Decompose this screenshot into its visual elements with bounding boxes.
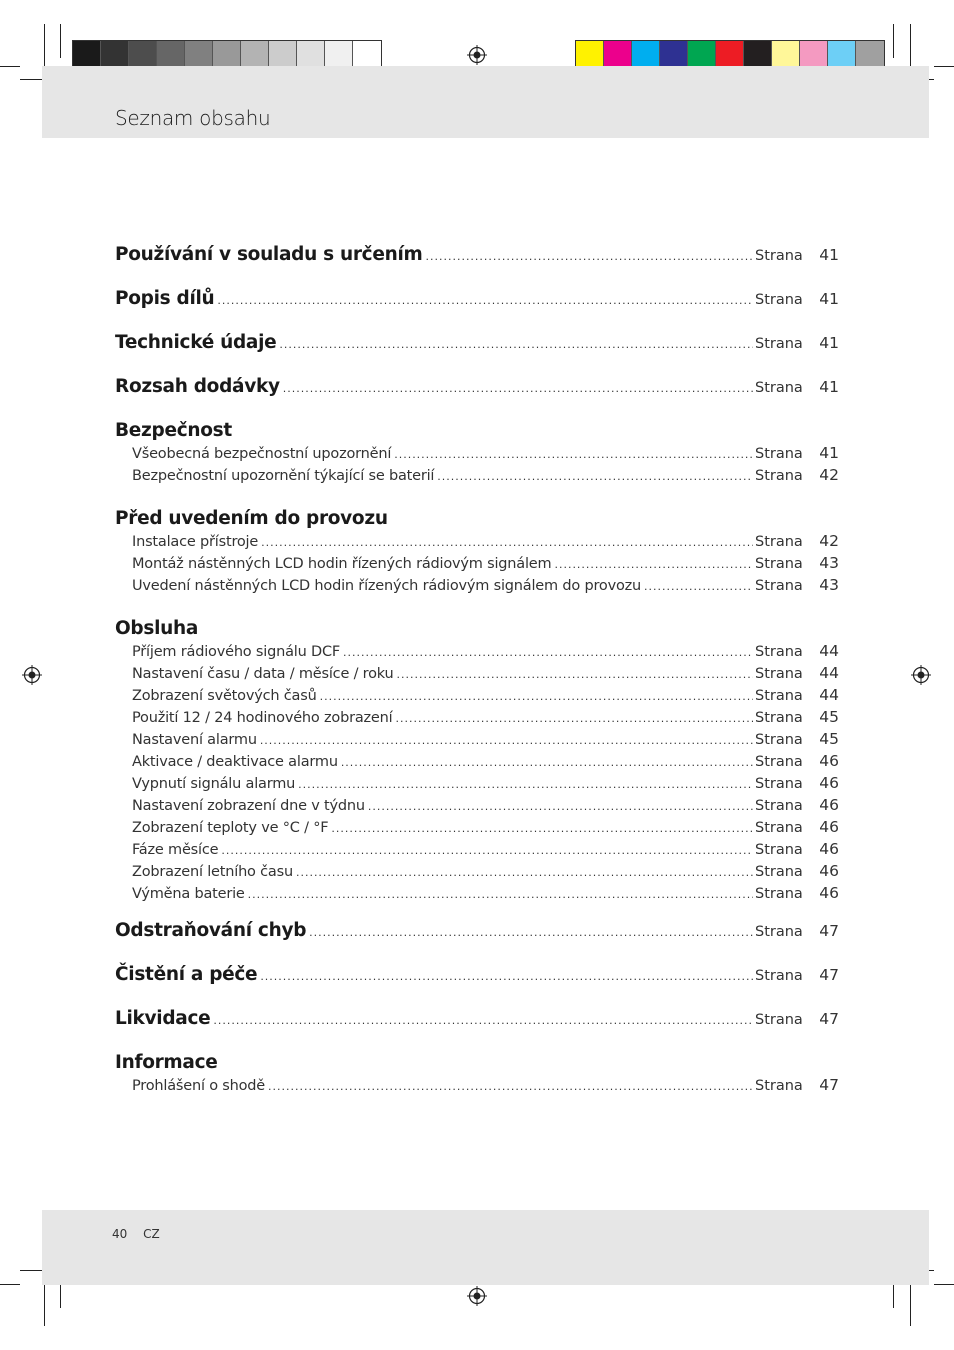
page-number: 46	[819, 752, 839, 770]
page-label: Strana	[755, 556, 803, 572]
toc-subentry-title: Nastavení času / data / měsíce / roku	[132, 666, 394, 682]
dot-leader	[283, 382, 753, 395]
crop-mark	[910, 1284, 911, 1326]
toc-entry[interactable]	[115, 244, 839, 288]
color-swatch	[325, 41, 353, 69]
page-label: Strana	[755, 666, 803, 682]
page-label: Strana	[755, 644, 803, 660]
toc-subentry-title: Výměna baterie	[132, 886, 245, 902]
page-number: 47	[819, 966, 839, 984]
page-title: Seznam obsahu	[115, 106, 271, 130]
color-swatch	[632, 41, 660, 69]
crop-mark	[893, 1284, 894, 1308]
toc-entry[interactable]	[115, 1008, 839, 1052]
toc-subentry-title: Nastavení zobrazení dne v týdnu	[132, 798, 365, 814]
page-label: Strana	[755, 336, 803, 352]
page-label: Strana	[755, 688, 803, 704]
dot-leader	[309, 926, 753, 939]
toc-section-heading	[115, 508, 839, 532]
page-number: 43	[819, 576, 839, 594]
toc-subentry[interactable]	[115, 818, 839, 840]
toc-subentry[interactable]	[115, 466, 839, 488]
page-label: Strana	[755, 968, 803, 984]
toc-subentry-title: Instalace přístroje	[132, 534, 259, 550]
color-swatch	[660, 41, 688, 69]
page-number: 46	[819, 840, 839, 858]
color-swatch	[744, 41, 772, 69]
dot-leader	[554, 558, 753, 571]
registration-mark-icon	[22, 665, 42, 685]
page-label: Strana	[755, 578, 803, 594]
page-label: Strana	[755, 842, 803, 858]
dot-leader	[437, 470, 753, 483]
toc-subentry-title: Aktivace / deaktivace alarmu	[132, 754, 338, 770]
toc-subentry[interactable]	[115, 444, 839, 466]
toc-subentry[interactable]	[115, 532, 839, 554]
section-title: Obsluha	[115, 618, 199, 639]
page-number: 45	[819, 708, 839, 726]
crop-mark	[934, 1284, 954, 1285]
dot-leader	[213, 1014, 753, 1027]
crop-mark	[934, 66, 954, 67]
page-number: 44	[819, 664, 839, 682]
dot-leader	[221, 844, 753, 857]
page-number: 44	[819, 642, 839, 660]
page-label: Strana	[755, 292, 803, 308]
page-label: Strana	[755, 1078, 803, 1094]
toc-subentry-title: Bezpečnostní upozornění týkající se baterií	[132, 468, 435, 484]
crop-mark	[60, 1284, 61, 1308]
toc-subentry[interactable]	[115, 730, 839, 752]
toc-subentry-title: Uvedení nástěnných LCD hodin řízených rádiovým signálem do provozu	[132, 578, 642, 594]
toc-subentry[interactable]	[115, 708, 839, 730]
dot-leader	[343, 646, 753, 659]
toc-subentry-title: Prohlášení o shodě	[132, 1078, 266, 1094]
toc-entry-title: Technické údaje	[115, 332, 277, 353]
dot-leader	[341, 756, 753, 769]
toc-entry-title: Odstraňování chyb	[115, 920, 307, 941]
crop-mark	[44, 1284, 45, 1326]
toc-subentry-title: Příjem rádiového signálu DCF	[132, 644, 341, 660]
toc-subentry-title: Nastavení alarmu	[132, 732, 257, 748]
toc-subentry-title: Fáze měsíce	[132, 842, 219, 858]
toc-subentry[interactable]	[115, 884, 839, 906]
toc-entry[interactable]	[115, 964, 839, 1008]
color-swatch	[157, 41, 185, 69]
toc-subentry[interactable]	[115, 576, 839, 598]
page-number: 41	[819, 444, 839, 462]
toc-subentry[interactable]	[115, 1076, 839, 1098]
page-label: Strana	[755, 710, 803, 726]
dot-leader	[279, 338, 753, 351]
registration-mark-icon	[467, 45, 487, 65]
toc-subentry[interactable]	[115, 796, 839, 818]
toc-section-pred-uvedenim	[115, 508, 839, 598]
color-swatch	[269, 41, 297, 69]
page-number: 41	[819, 246, 839, 264]
table-of-contents	[115, 244, 839, 1118]
registration-mark-icon	[467, 1286, 487, 1306]
toc-entry-title: Čistění a péče	[115, 964, 258, 985]
page-label: Strana	[755, 1012, 803, 1028]
dot-leader	[261, 536, 753, 549]
crop-mark	[44, 24, 45, 66]
page-number: 41	[819, 334, 839, 352]
color-swatch	[688, 41, 716, 69]
toc-entry[interactable]	[115, 288, 839, 332]
toc-entry-title: Popis dílů	[115, 288, 215, 309]
page-label: Strana	[755, 776, 803, 792]
toc-subentry-title: Zobrazení teploty ve °C / °F	[132, 820, 329, 836]
dot-leader	[217, 294, 753, 307]
color-swatch	[213, 41, 241, 69]
page-label: Strana	[755, 820, 803, 836]
toc-subentry[interactable]	[115, 664, 839, 686]
toc-section-heading	[115, 618, 839, 642]
page-number: 47	[819, 1010, 839, 1028]
toc-entry[interactable]	[115, 920, 839, 964]
toc-subentry-title: Použití 12 / 24 hodinového zobrazení	[132, 710, 393, 726]
page-label: Strana	[755, 864, 803, 880]
toc-subentry[interactable]	[115, 774, 839, 796]
toc-entry[interactable]	[115, 332, 839, 376]
color-swatch	[576, 41, 604, 69]
dot-leader	[368, 800, 753, 813]
page-number: 42	[819, 532, 839, 550]
language-code: CZ	[143, 1227, 160, 1241]
toc-subentry-title: Zobrazení světových časů	[132, 688, 317, 704]
page-number: 46	[819, 884, 839, 902]
crop-mark	[0, 66, 20, 67]
toc-subentry[interactable]	[115, 840, 839, 862]
page-label: Strana	[755, 248, 803, 264]
color-swatch	[828, 41, 856, 69]
toc-entry-title: Rozsah dodávky	[115, 376, 280, 397]
color-swatch	[716, 41, 744, 69]
dot-leader	[395, 712, 753, 725]
dot-leader	[644, 580, 753, 593]
toc-section-informace	[115, 1052, 839, 1098]
page-label: Strana	[755, 446, 803, 462]
page-number: 46	[819, 818, 839, 836]
page-label: Strana	[755, 534, 803, 550]
dot-leader	[425, 250, 753, 263]
dot-leader	[394, 448, 753, 461]
dot-leader	[298, 778, 753, 791]
page-number: 47	[819, 1076, 839, 1094]
page-number: 46	[819, 862, 839, 880]
page-label: Strana	[755, 754, 803, 770]
page-label: Strana	[755, 732, 803, 748]
toc-subentry[interactable]	[115, 642, 839, 664]
toc-subentry[interactable]	[115, 686, 839, 708]
dot-leader	[260, 970, 753, 983]
page-number: 45	[819, 730, 839, 748]
page-label: Strana	[755, 924, 803, 940]
page-number: 44	[819, 686, 839, 704]
dot-leader	[248, 888, 753, 901]
toc-entry[interactable]	[115, 376, 839, 420]
toc-section-heading	[115, 420, 839, 444]
crop-mark	[0, 1284, 20, 1285]
page-number: 43	[819, 554, 839, 572]
color-swatch	[241, 41, 269, 69]
page-label: Strana	[755, 798, 803, 814]
dot-leader	[296, 866, 753, 879]
color-swatch	[73, 41, 101, 69]
toc-subentry-title: Vypnutí signálu alarmu	[132, 776, 296, 792]
toc-entry-title: Používání v souladu s určením	[115, 244, 423, 265]
page-number: 41	[819, 290, 839, 308]
footer-band	[42, 1210, 929, 1285]
color-swatch	[297, 41, 325, 69]
page-footer	[112, 1227, 172, 1241]
dot-leader	[397, 668, 753, 681]
dot-leader	[331, 822, 753, 835]
page-label: Strana	[755, 468, 803, 484]
section-title: Informace	[115, 1052, 218, 1073]
page-label: Strana	[755, 886, 803, 902]
color-swatch	[101, 41, 129, 69]
crop-mark	[60, 24, 61, 58]
toc-subentry[interactable]	[115, 862, 839, 884]
registration-mark-icon	[911, 665, 931, 685]
page-number-footer: 40	[112, 1227, 128, 1241]
toc-subentry[interactable]	[115, 554, 839, 576]
color-swatch	[604, 41, 632, 69]
toc-subentry-title: Montáž nástěnných LCD hodin řízených rádiovým signálem	[132, 556, 552, 572]
color-swatch	[129, 41, 157, 69]
crop-mark	[893, 24, 894, 58]
toc-entry-title: Likvidace	[115, 1008, 211, 1029]
page-number: 46	[819, 774, 839, 792]
toc-section-heading	[115, 1052, 839, 1076]
color-swatch	[800, 41, 828, 69]
page-number: 41	[819, 378, 839, 396]
color-swatch	[185, 41, 213, 69]
toc-subentry-title: Všeobecná bezpečnostní upozornění	[132, 446, 392, 462]
toc-subentry[interactable]	[115, 752, 839, 774]
crop-mark	[910, 24, 911, 66]
dot-leader	[320, 690, 753, 703]
toc-section-obsluha	[115, 618, 839, 906]
color-swatch	[353, 41, 381, 69]
toc-section-bezpecnost	[115, 420, 839, 488]
page-number: 47	[819, 922, 839, 940]
section-title: Bezpečnost	[115, 420, 232, 441]
page-number: 46	[819, 796, 839, 814]
dot-leader	[260, 734, 753, 747]
page-number: 42	[819, 466, 839, 484]
toc-subentry-title: Zobrazení letního času	[132, 864, 293, 880]
section-title: Před uvedením do provozu	[115, 508, 388, 529]
color-swatch	[772, 41, 800, 69]
page-label: Strana	[755, 380, 803, 396]
color-swatch	[856, 41, 884, 69]
dot-leader	[268, 1080, 753, 1093]
